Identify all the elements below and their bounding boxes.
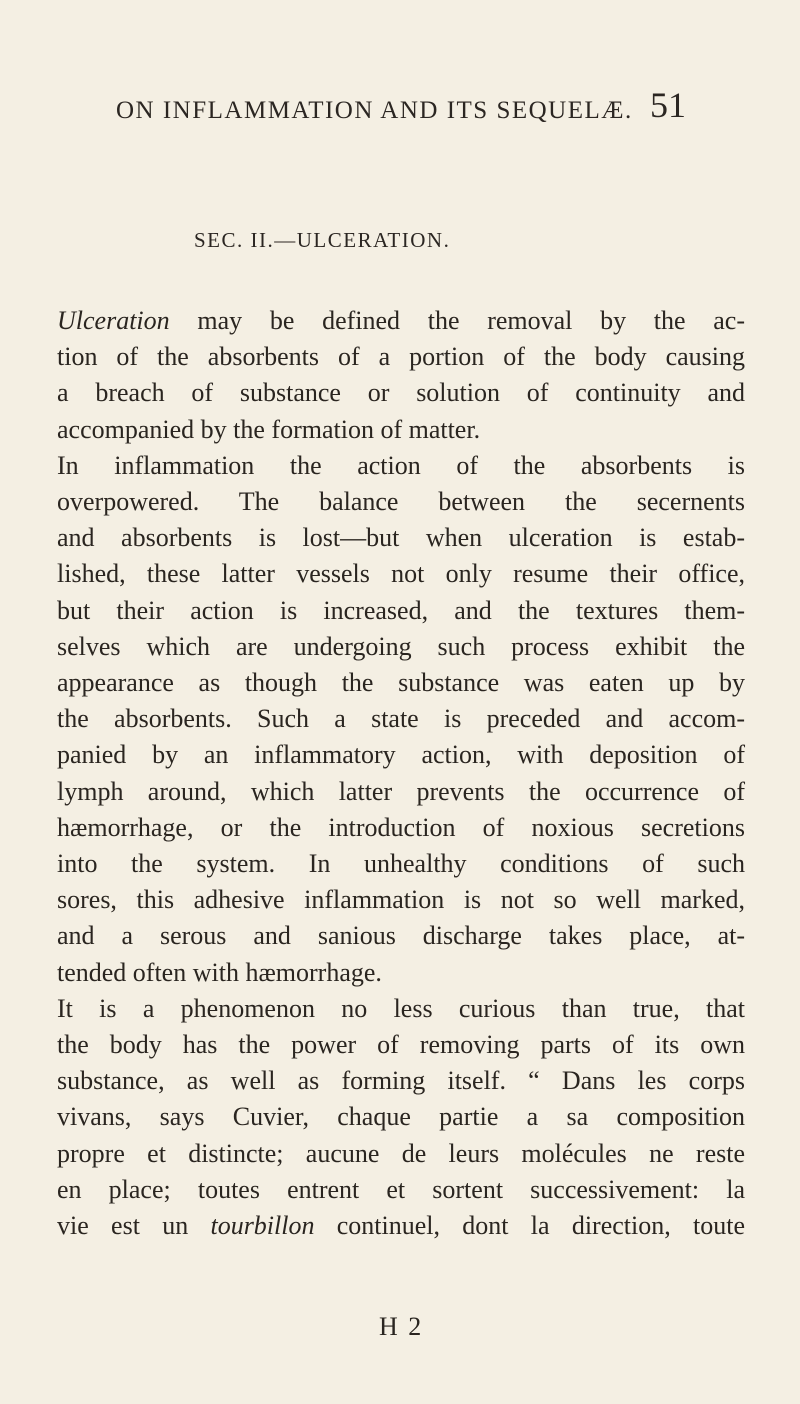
signature-mark: H 2 [379, 1312, 424, 1341]
text-line: lymph around, which latter prevents the occurrence of [57, 776, 745, 806]
text-line: substance, as well as forming itself. “ Dans les corps [57, 1066, 745, 1096]
text-line [57, 303, 745, 339]
text-line: and a serous and sanious discharge takes place, at- [57, 921, 745, 951]
text-line: into the system. In unhealthy conditions of such [57, 849, 745, 879]
paragraph-2 [57, 448, 745, 991]
text-line: tended often with hæmorrhage. [57, 957, 382, 987]
body-text [57, 303, 745, 1244]
section-heading: SEC. II.—ULCERATION. [194, 228, 451, 252]
page-number: 51 [650, 85, 686, 125]
text-line: hæmorrhage, or the introduction of noxious secretions [57, 812, 745, 842]
paragraph-1 [57, 303, 745, 448]
text-line: selves which are undergoing such process exhibit the [57, 631, 745, 661]
text-line: vivans, says Cuvier, chaque partie a sa composition [57, 1102, 745, 1132]
text-line: the body has the power of removing parts of its own [57, 1030, 745, 1060]
text-line: accompanied by the formation of matter. [57, 414, 481, 444]
text-line: lished, these latter vessels not only resume their office, [57, 559, 745, 589]
text-line: It is a phenomenon no less curious than true, that [57, 993, 745, 1023]
text-line: sores, this adhesive inflammation is not so well marked, [57, 885, 745, 915]
text-line: and absorbents is lost—but when ulceration is estab- [57, 523, 745, 553]
text-line [57, 1208, 745, 1244]
paragraph-3 [57, 991, 745, 1244]
line-text: may be defined the removal by the ac- [169, 306, 745, 335]
text-line: In inflammation the action of the absorbents is [57, 450, 745, 480]
line-text: vie est un [57, 1211, 211, 1241]
text-line: en place; toutes entrent et sortent successivement: la [57, 1174, 745, 1204]
text-line: overpowered. The balance between the secernents [57, 487, 745, 517]
italic-term: Ulceration [57, 306, 170, 335]
text-line: tion of the absorbents of a portion of the body causing [57, 342, 745, 372]
running-title: ON INFLAMMATION AND ITS SEQUELÆ. [116, 97, 633, 124]
text-line: panied by an inflammatory action, with deposition of [57, 740, 745, 770]
line-text: continuel, dont la direction, toute [314, 1211, 745, 1241]
text-line: appearance as though the substance was eaten up by [57, 668, 745, 698]
text-line: but their action is increased, and the textures them- [57, 595, 745, 625]
text-line: a breach of substance or solution of continuity and [57, 378, 745, 408]
italic-term: tourbillon [210, 1211, 315, 1241]
text-line: the absorbents. Such a state is preceded and accom- [57, 704, 745, 734]
text-line: propre et distincte; aucune de leurs molécules ne reste [57, 1138, 745, 1168]
